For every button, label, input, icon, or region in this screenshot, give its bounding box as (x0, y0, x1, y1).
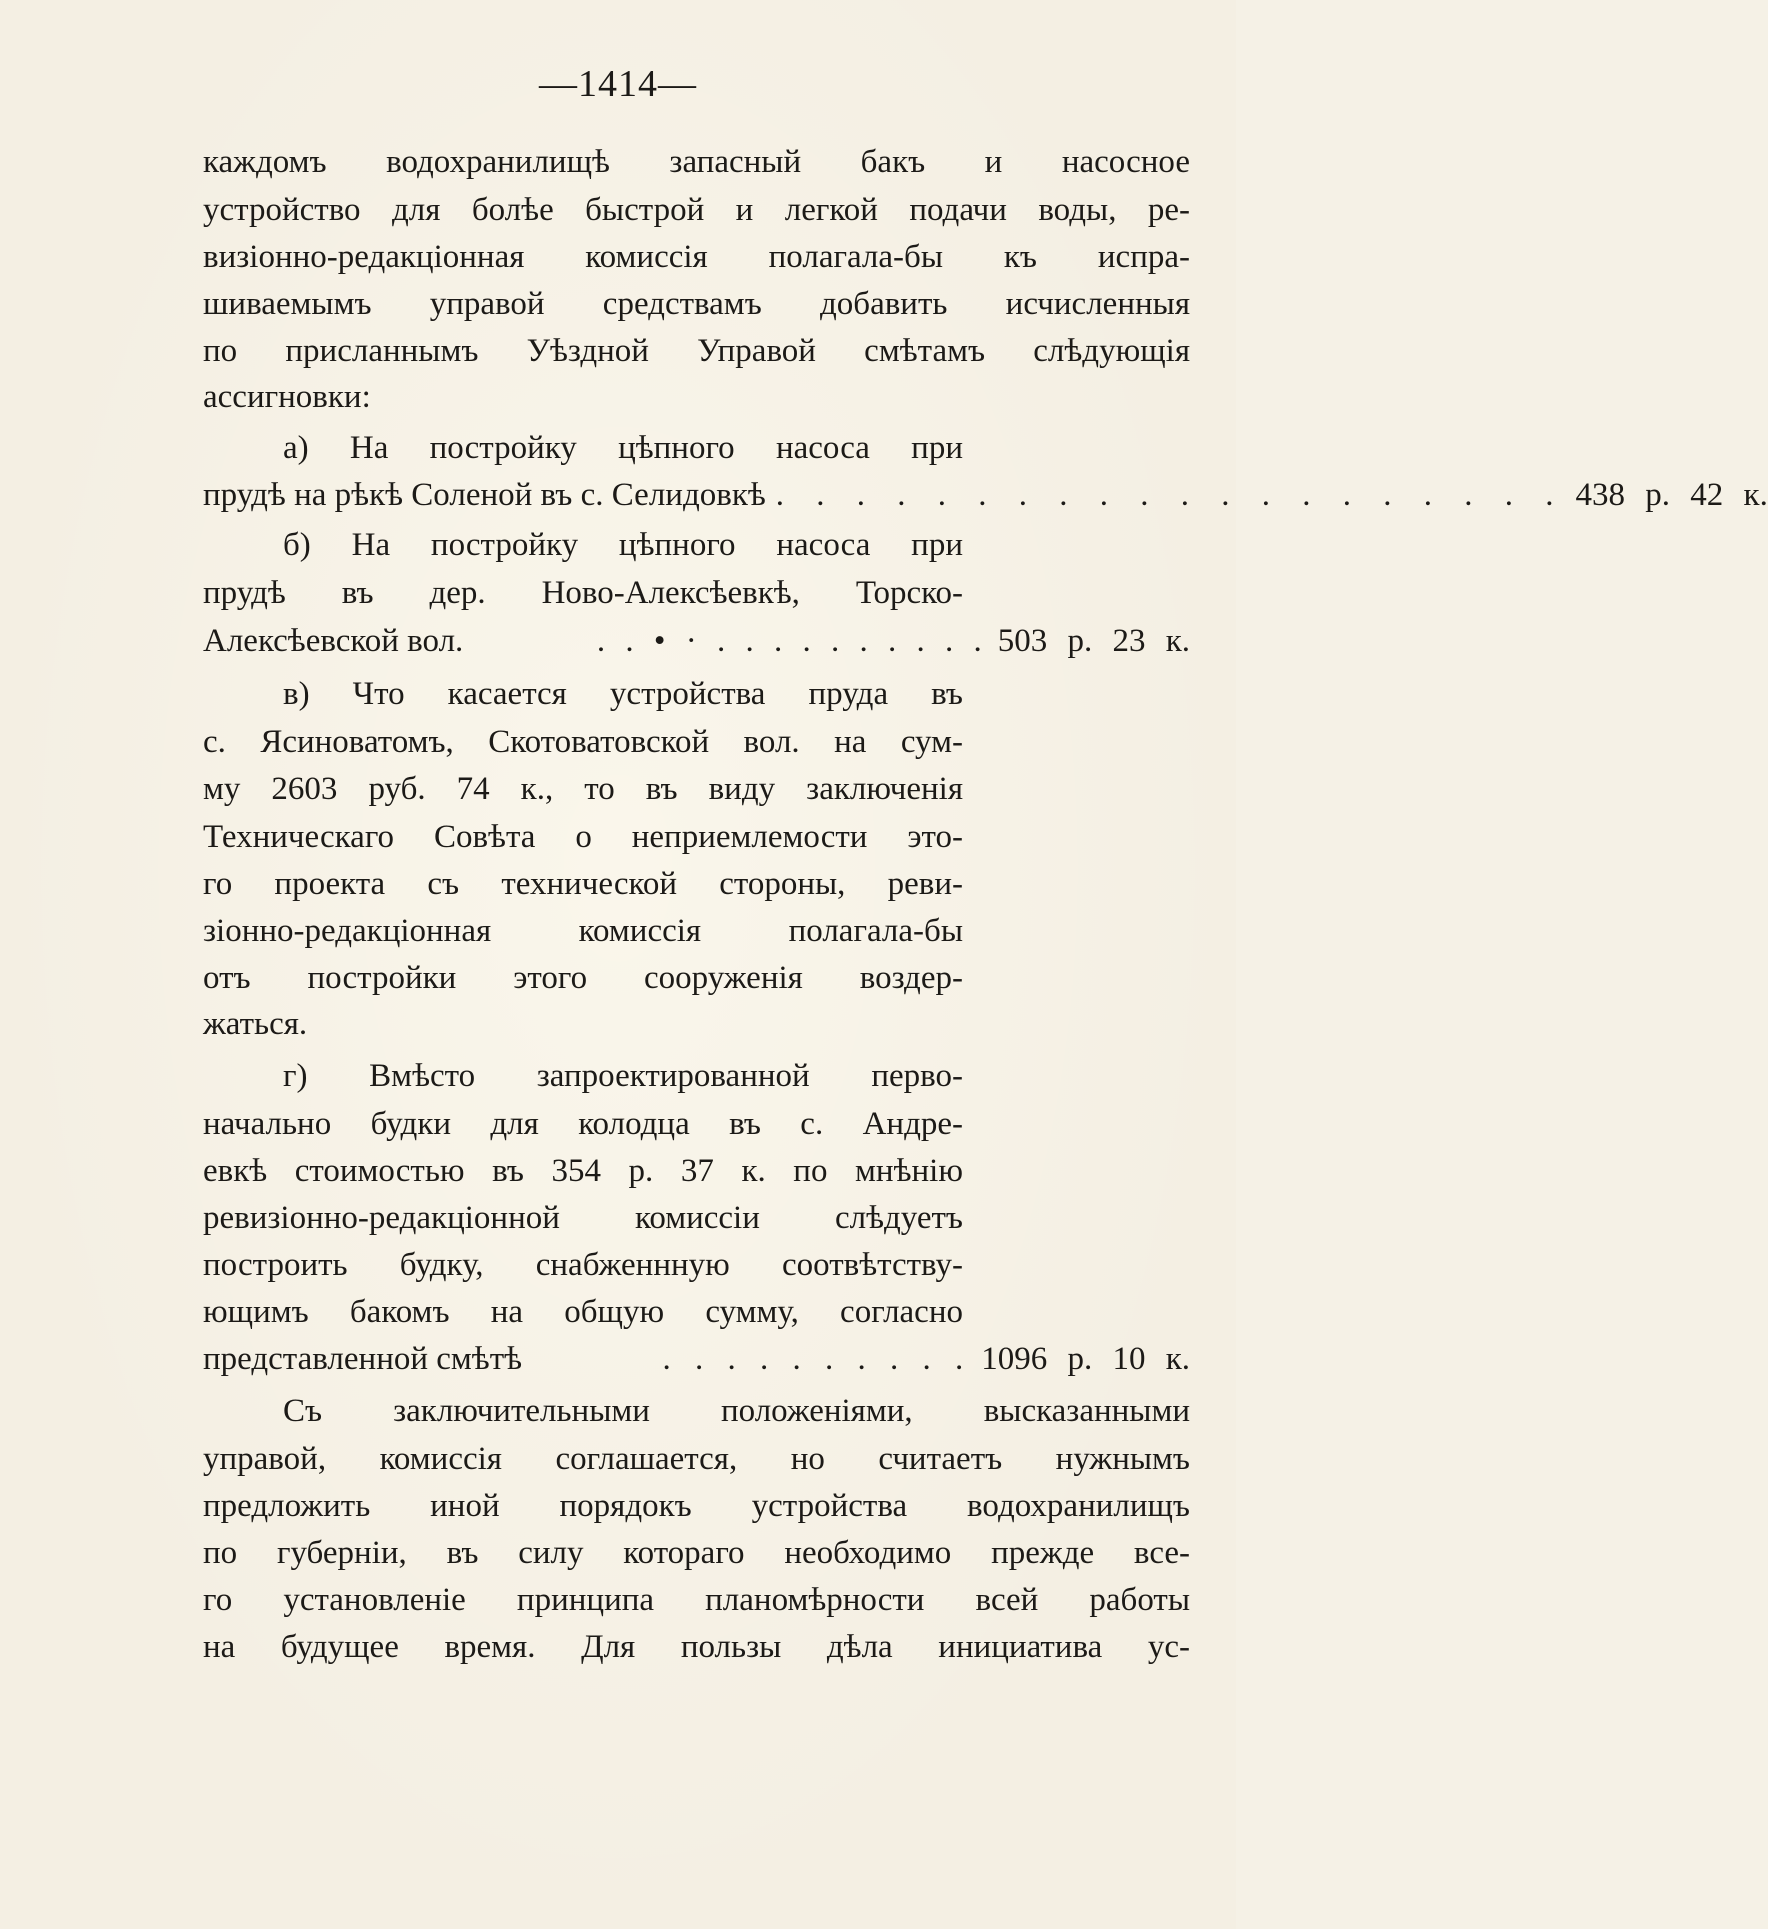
item-g-line: евкѣ стоимостью въ 354 р. 37 к. по мнѣнію (203, 1153, 963, 1189)
leader-dots: . . . . . . . . . . . . . . . . . . . . (775, 477, 1566, 513)
item-v-line: го проекта съ технической стороны, реви- (203, 866, 963, 902)
item-v-line: отъ постройки этого сооруженія воздер- (203, 960, 963, 996)
conclusion-line: го установленіе принципа планомѣрности всей работы (203, 1582, 1190, 1618)
conclusion-line: предложить иной порядокъ устройства водохранилищъ (203, 1488, 1190, 1524)
item-b-line: б) На постройку цѣпного насоса при (283, 527, 963, 563)
page-number: —1414— (539, 63, 697, 105)
text-line: по присланнымъ Уѣздной Управой смѣтамъ слѣдующія (203, 333, 1190, 369)
item-v-line: жаться. (203, 1006, 308, 1042)
item-v-line: с. Ясиноватомъ, Скотоватовской вол. на сум- (203, 724, 963, 760)
item-b-line: прудѣ въ дер. Ново-Алексѣевкѣ, Торско- (203, 575, 963, 611)
item-b-label: Алексѣевской вол. (203, 623, 464, 659)
item-g-line: ревизіонно-редакціонной комиссіи слѣдуетъ (203, 1200, 963, 1236)
item-b-amount-line (203, 621, 1190, 661)
item-g-line: начально будки для колодца въ с. Андре- (203, 1106, 963, 1142)
item-a-amount-line (203, 475, 1768, 515)
item-g-line: построить будку, снабженнную соотвѣтству- (203, 1247, 963, 1283)
text-line: каждомъ водохранилищѣ запасный бакъ и насосное (203, 144, 1190, 180)
item-a-label: прудѣ на рѣкѣ Соленой въ с. Селидовкѣ (203, 477, 766, 513)
item-g-amount: 1096 р. 10 к. (981, 1341, 1190, 1377)
item-g-line: г) Вмѣсто запроектированной перво- (283, 1058, 963, 1094)
text-line: шиваемымъ управой средствамъ добавить исчисленныя (203, 286, 1190, 322)
item-v-line: в) Что касается устройства пруда въ (283, 676, 963, 712)
item-g-label: представленной смѣтѣ (203, 1341, 523, 1377)
conclusion-line: Съ заключительными положеніями, высказанными (283, 1393, 1190, 1429)
leader-dots: . . . . . . . . . . (662, 1341, 972, 1377)
item-g-line: ющимъ бакомъ на общую сумму, согласно (203, 1294, 963, 1330)
leader-dots: . . • · . . . . . . . . . . (596, 623, 988, 659)
item-v-line: му 2603 руб. 74 к., то въ виду заключенія (203, 771, 963, 807)
item-v-line: зіонно-редакціонная комиссія полагала-бы (203, 913, 963, 949)
item-a-amount: 438 р. 42 к. (1575, 477, 1768, 513)
item-v-line: Техническаго Совѣта о неприемлемости это- (203, 819, 963, 855)
item-b-amount: 503 р. 23 к. (997, 623, 1190, 659)
text-line: визіонно-редакціонная комиссія полагала-бы къ испра- (203, 239, 1190, 275)
conclusion-line: управой, комиссія соглашается, но считаетъ нужнымъ (203, 1441, 1190, 1477)
conclusion-line: по губерніи, въ силу котораго необходимо прежде все- (203, 1535, 1190, 1571)
conclusion-line: на будущее время. Для пользы дѣла инициатива ус- (203, 1629, 1190, 1665)
item-a-line: а) На постройку цѣпного насоса при (283, 430, 963, 466)
text-line: ассигновки: (203, 379, 371, 415)
text-line: устройство для болѣе быстрой и легкой подачи воды, ре- (203, 192, 1190, 228)
item-g-amount-line (203, 1339, 1190, 1379)
